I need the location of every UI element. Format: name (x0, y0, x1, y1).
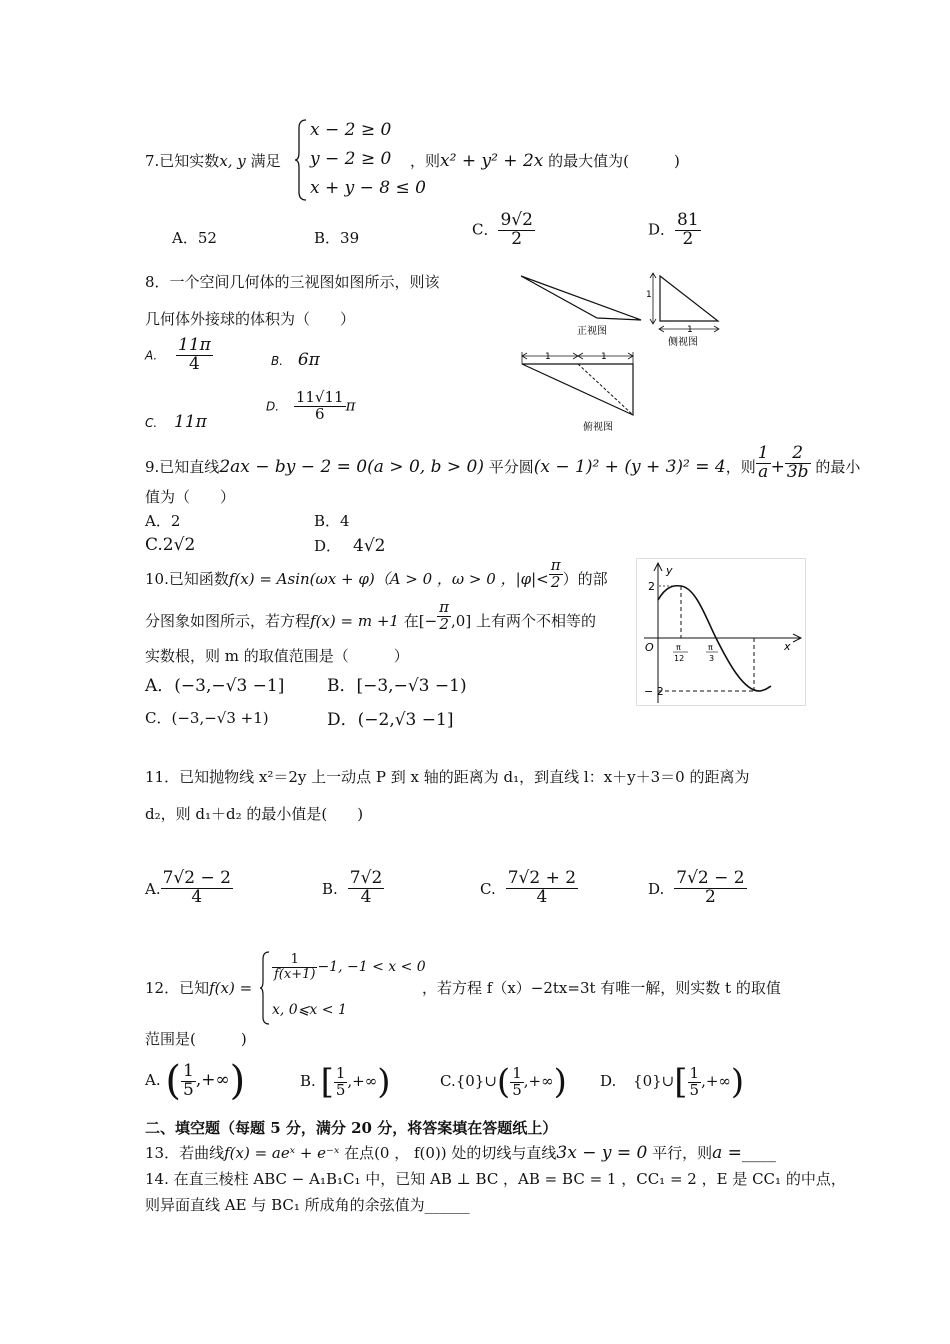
q11-b-num: 7√2 (349, 868, 383, 888)
q12-case1-tail: −1, −1 < x < 0 (317, 959, 426, 976)
q10-cond: （A > 0 ，ω > 0 ，|φ|< (374, 570, 549, 589)
q12-d-den: 5 (689, 1080, 700, 1099)
q12-a-tail: ,+∞ (195, 1070, 230, 1090)
q10-graph (636, 558, 806, 706)
q7-option-d (648, 212, 701, 249)
q10-line2-mid: 在[− (398, 612, 438, 631)
q9-frac1 (756, 445, 771, 482)
q12-option-a (145, 1058, 245, 1104)
q8-a-den: 4 (189, 353, 200, 374)
q10-line2-num: π (439, 598, 450, 616)
q9-frac2 (785, 445, 811, 482)
q11-c-num: 7√2 + 2 (507, 868, 577, 888)
q10-line2-den: 2 (439, 614, 449, 633)
graph-tick1-den: 12 (674, 654, 685, 663)
q12-c-lparen: ( (496, 1062, 511, 1102)
q7-brace (294, 118, 308, 202)
q12-b-label: B. (300, 1072, 316, 1090)
q10-line2 (145, 600, 596, 633)
q10-pi-num: π (550, 556, 561, 574)
q12-case2: x, 0⩽x < 1 (272, 1002, 347, 1018)
q11-b-label: B. (322, 880, 338, 899)
q12-d-tail: ,+∞ (701, 1072, 731, 1090)
q9-eq: 2ax − by − 2 = 0(a > 0, b > 0) (219, 457, 484, 478)
section2-title: 二、填空题（每题 5 分，满分 20 分，将答案填在答题纸上） (145, 1119, 558, 1137)
q12-d-label: D. (600, 1072, 617, 1090)
q11-option-b (322, 870, 384, 907)
top-view-label: 俯视图 (583, 422, 613, 433)
q12-option-c (440, 1062, 567, 1102)
q8-option-d (266, 390, 355, 423)
q8-d-num: 11√11 (295, 388, 344, 406)
q12-b-rparen: ) (377, 1062, 391, 1102)
q8-line2: 几何体外接球的体积为（ ） (145, 310, 356, 328)
q7-d-frac (675, 212, 701, 249)
q11-line2: d₂，则 d₁＋d₂ 的最小值是( ) (145, 805, 364, 823)
q13-pre: 13．若曲线 (145, 1144, 225, 1162)
q7-vars: x, y (219, 152, 246, 170)
q9-d-val: 4√2 (353, 536, 386, 556)
q8-option-c (145, 412, 207, 432)
q14-line2: 则异面直线 AE 与 BC₁ 所成角的余弦值为______ (145, 1196, 470, 1214)
q9-option-a: A．2 (145, 512, 181, 530)
q12-b-frac (334, 1063, 348, 1099)
q12-c-den: 5 (512, 1080, 522, 1099)
q7-d-num: 81 (677, 210, 699, 230)
q13-mid: 在点(0 ， f(0)) 处的切线与直线 (339, 1144, 557, 1162)
q12-d-lbracket: [ (674, 1062, 688, 1102)
q11-a-label: A. (145, 880, 161, 899)
q7-stem (145, 150, 281, 171)
top-view-dim-1: 1 (545, 352, 551, 362)
q7-satisfy: 满足 (245, 152, 281, 170)
q10-option-d: D．(−2,√3 −1] (327, 710, 454, 730)
q12-d-num: 1 (689, 1063, 700, 1082)
q12-d-set: {0}∪ (633, 1072, 675, 1090)
q10-pi-frac (549, 558, 563, 591)
q7-c-den: 2 (511, 228, 523, 249)
top-view-shape (522, 364, 633, 415)
q12-d-frac (688, 1063, 702, 1099)
q7-option-b: B．39 (314, 229, 360, 247)
q11-c-den: 4 (536, 886, 548, 907)
q10-option-b: B．[−3,−√3 −1) (327, 676, 467, 696)
q12-c-rparen: ) (553, 1062, 567, 1102)
q9-f1-den: a (758, 461, 769, 482)
graph-y-min: − 2 (644, 685, 664, 698)
q9-f2-den: 3b (786, 461, 809, 482)
q12-c-frac (510, 1063, 524, 1099)
graph-y-max: 2 (648, 580, 655, 593)
q10-stem (145, 558, 608, 591)
q12-brace (259, 950, 271, 1026)
q8-d-frac (294, 390, 346, 423)
q7-c-num: 9√2 (500, 210, 533, 230)
q9-option-b: B．4 (314, 512, 350, 530)
q9-f2-num: 2 (785, 445, 811, 464)
q13-end: 平行，则 (647, 1144, 713, 1162)
q7-ask-pre: ，则 (410, 152, 441, 170)
q12-a-den: 5 (183, 1079, 194, 1100)
q8-c-val: 11π (173, 412, 207, 432)
q8-option-b (271, 350, 320, 370)
q8-d-label: D. (266, 399, 280, 414)
q9-ask: ，则 (725, 458, 756, 477)
graph-tick1-num: π (676, 643, 681, 652)
q10-line2-frac (437, 600, 451, 633)
q9-plus: + (770, 457, 785, 478)
q7-cond2: y − 2 ≥ 0 (310, 149, 392, 169)
q10-cond-end: ）的部 (562, 570, 608, 589)
q7-d-label: D． (648, 220, 676, 239)
q11-c-frac (506, 870, 578, 907)
q11-option-c (480, 870, 578, 907)
q7-cond3: x + y − 8 ≤ 0 (310, 178, 426, 198)
q10-option-a: A．(−3,−√3 −1] (145, 676, 285, 696)
q12-b-tail: ,+∞ (347, 1072, 378, 1090)
q8-a-num: 11π (178, 335, 211, 355)
q14-line1: 14. 在直三棱柱 ABC − A₁B₁C₁ 中，已知 AB ⊥ BC ，AB = BC = 1 ，CC₁ = 2 ，E 是 CC₁ 的中点， (145, 1170, 846, 1188)
q12-pre-text: 12．已知 (145, 979, 210, 997)
q11-line1: 11．已知抛物线 x²＝2y 上一动点 P 到 x 轴的距离为 d₁，到直线 l：x＋y＋3＝0 的距离为 (145, 768, 750, 786)
q13-line (145, 1142, 776, 1163)
q12-case1-den: f(x+1) (274, 966, 316, 982)
q9-d-label: D． (314, 537, 342, 555)
q12-b-den: 5 (335, 1080, 346, 1099)
q12-case1 (272, 953, 426, 981)
q12-line2: 范围是( ) (145, 1030, 247, 1048)
q11-b-den: 4 (360, 886, 372, 907)
q11-c-label: C. (480, 880, 496, 899)
q12-a-frac (181, 1060, 196, 1100)
side-view-label: 侧视图 (668, 337, 698, 348)
q7-expr: x² + y² + 2x (440, 151, 544, 171)
q10-line2-end: ,0] 上有两个不相等的 (451, 612, 596, 631)
q11-a-frac (161, 870, 233, 907)
q7-prefix: 7.已知实数 (145, 152, 220, 170)
q11-a-num: 7√2 − 2 (162, 868, 231, 888)
q8-three-views (515, 268, 730, 438)
q12-c-label: C.{0}∪ (440, 1072, 497, 1090)
q11-d-den: 2 (705, 886, 716, 907)
q12-mid: ，若方程 f（x）−2tx=3t 有唯一解，则实数 t 的取值 (422, 979, 781, 997)
q8-b-label: B. (271, 354, 284, 368)
q9-tail: 的最小 (810, 458, 861, 477)
q12-a-num: 1 (183, 1060, 194, 1081)
q9-pre: 9.已知直线 (145, 458, 220, 477)
q12-a-lparen: ( (165, 1058, 181, 1104)
q11-d-frac (674, 870, 746, 907)
q10-option-c: C．(−3,−√3 +1) (145, 709, 269, 727)
q11-b-frac (348, 870, 384, 907)
front-view-shape (521, 276, 641, 320)
q8-line1: 8．一个空间几何体的三视图如图所示，则该 (145, 273, 440, 291)
q12-option-d (600, 1062, 744, 1102)
graph-x-label: x (784, 640, 791, 653)
q8-a-label: A. (145, 348, 158, 363)
side-view-shape (660, 276, 718, 321)
q12-fx: f(x) = (209, 979, 253, 997)
q12-case1-num: 1 (272, 953, 317, 968)
q11-d-num: 7√2 − 2 (676, 868, 745, 888)
q8-d-tail: π (345, 396, 356, 415)
q7-ask (410, 150, 680, 171)
q12-option-b (300, 1062, 391, 1102)
q10-line2-eq: f(x) = m +1 (310, 612, 399, 631)
q7-c-frac (498, 212, 534, 249)
q7-ask-post: 的最大值为( ) (543, 152, 680, 170)
q7-option-c (472, 212, 535, 249)
q9-f1-num: 1 (757, 443, 769, 463)
q11-d-label: D. (648, 880, 665, 899)
q11-option-d (648, 870, 747, 907)
q13-curve: f(x) = aeˣ + e⁻ˣ (224, 1144, 340, 1162)
side-view-dim: 1 (646, 290, 652, 300)
q8-c-label: C. (145, 416, 158, 430)
q12-c-num: 1 (512, 1063, 522, 1082)
q9-circle: (x − 1)² + (y + 3)² = 4 (533, 457, 726, 478)
side-view-dim-bottom: 1 (687, 325, 693, 335)
q10-line2-pre: 分图象如图所示，若方程 (145, 612, 311, 631)
q9-option-c: C.2√2 (145, 535, 196, 555)
q9-line2: 值为（ ） (145, 488, 236, 506)
q12-a-rparen: ) (229, 1058, 246, 1104)
q12-case1-frac (272, 953, 317, 981)
graph-tick2-num: π (708, 643, 713, 652)
q7-c-label: C． (472, 220, 499, 239)
q10-pi-den: 2 (550, 572, 561, 591)
q13-ans: a =____ (712, 1143, 776, 1163)
q8-b-val: 6π (297, 350, 320, 370)
q12-b-num: 1 (335, 1063, 346, 1082)
q8-option-a (145, 337, 213, 374)
q11-a-den: 4 (191, 886, 203, 907)
q10-line3: 实数根，则 m 的取值范围是（ ） (145, 647, 409, 665)
q10-func: f(x) = Asin(ωx + φ) (228, 570, 375, 589)
q12-c-tail: ,+∞ (523, 1072, 554, 1090)
q7-option-a: A．52 (172, 229, 217, 247)
q9-option-d (314, 535, 386, 556)
q8-a-frac (176, 337, 213, 374)
q12-pre (145, 977, 252, 998)
q10-pre: 10.已知函数 (145, 570, 229, 589)
q12-d-rparen: ) (730, 1062, 745, 1102)
q12-b-lbracket: [ (320, 1062, 334, 1102)
graph-tick2-den: 3 (709, 654, 715, 663)
graph-origin: O (645, 641, 654, 654)
q9-stem (145, 445, 860, 482)
graph-y-label: y (666, 564, 673, 577)
top-view-dim-2: 1 (601, 352, 607, 362)
front-view-label: 正视图 (577, 326, 607, 337)
q12-a-label: A. (145, 1071, 161, 1089)
q13-line-eq: 3x − y = 0 (556, 1143, 648, 1163)
q8-d-den: 6 (314, 404, 325, 423)
q9-mid: 平分圆 (483, 458, 534, 477)
q11-option-a (145, 870, 233, 907)
q7-cond1: x − 2 ≥ 0 (310, 120, 392, 140)
q7-d-den: 2 (682, 228, 694, 249)
